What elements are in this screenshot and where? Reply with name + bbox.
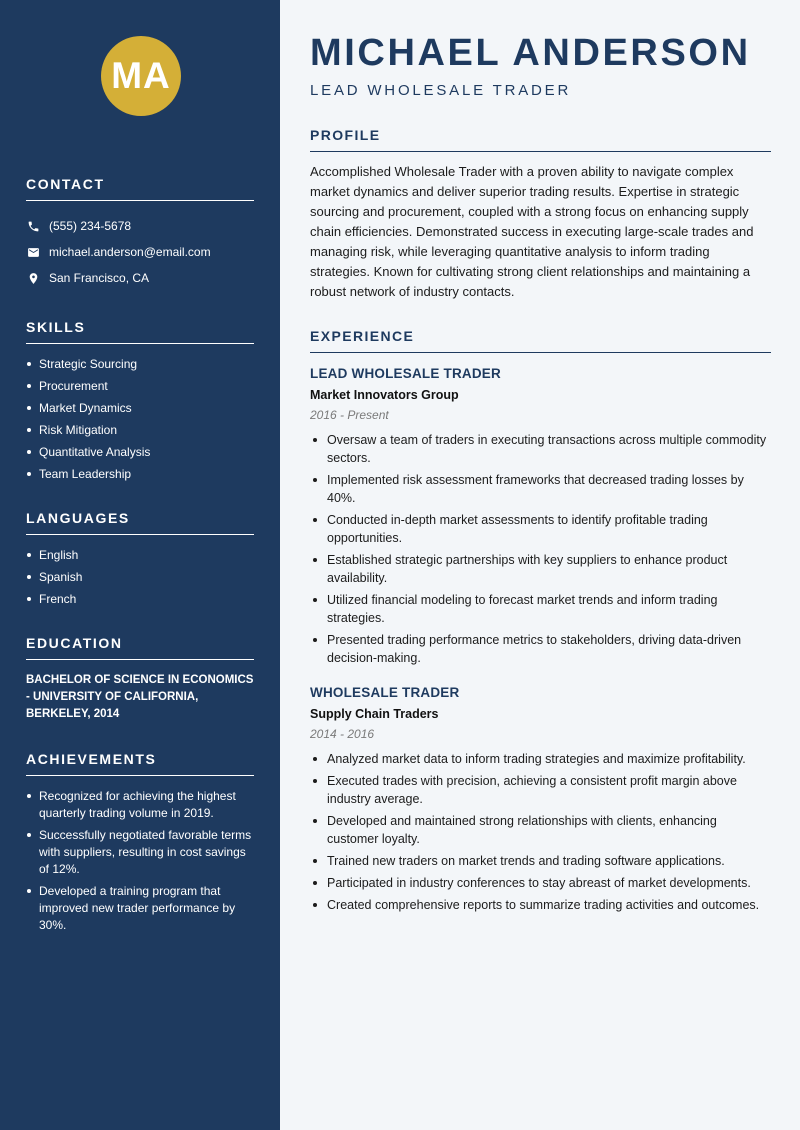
job-bullet: Presented trading performance metrics to stakeholders, driving data-driven decision-making. [310, 631, 771, 667]
job-bullet: Implemented risk assessment frameworks that decreased trading losses by 40%. [310, 471, 771, 507]
contact-location [26, 265, 254, 291]
job-bullet: Developed and maintained strong relationships with clients, enhancing customer loyalty. [310, 812, 771, 848]
contact-email [26, 239, 254, 265]
candidate-name: MICHAEL ANDERSON [310, 32, 751, 74]
phone-text: (555) 234-5678 [49, 219, 132, 233]
achievement-item: Successfully negotiated favorable terms with suppliers, resulting in cost savings of 12%. [26, 827, 254, 878]
job-bullet: Established strategic partnerships with key suppliers to enhance product availability. [310, 551, 771, 587]
skill-item: Quantitative Analysis [26, 444, 254, 460]
job-bullet: Conducted in-depth market assessments to identify profitable trading opportunities. [310, 511, 771, 547]
achievement-item: Developed a training program that improved new trader performance by 30%. [26, 883, 254, 934]
profile-heading: PROFILE [310, 127, 771, 152]
job-bullet: Analyzed market data to inform trading strategies and maximize profitability. [310, 750, 771, 768]
sidebar [0, 0, 280, 1130]
email-icon [26, 245, 40, 259]
contact-phone [26, 213, 254, 239]
language-item: English [26, 547, 254, 563]
job-entry [310, 685, 771, 914]
location-pin-icon [26, 271, 40, 285]
skill-item: Procurement [26, 378, 254, 394]
languages-heading: LANGUAGES [26, 510, 254, 535]
skills-section [26, 319, 254, 482]
profile-text: Accomplished Wholesale Trader with a proven ability to navigate complex market dynamics and deliver superior trading results. Expertise in strategic sourcing and procurement, coupled with a strong focus on enhancing supply chain efficiencies. Demonstrated success in executing large-scale trades and managing risk, while leveraging quantitative analysis to inform trading strategies. Known for cultivating strong client relationships and maintaining a robust network of industry contacts. [310, 164, 754, 299]
experience-heading: EXPERIENCE [310, 328, 771, 353]
email-text: michael.anderson@email.com [49, 245, 211, 259]
job-company: Market Innovators Group [310, 388, 459, 402]
avatar: MA [101, 36, 181, 116]
job-bullet: Oversaw a team of traders in executing transactions across multiple commodity sectors. [310, 431, 771, 467]
job-entry [310, 366, 771, 667]
skill-item: Market Dynamics [26, 400, 254, 416]
main-content [280, 0, 800, 1130]
job-bullet: Trained new traders on market trends and trading software applications. [310, 852, 771, 870]
education-degree: BACHELOR OF SCIENCE IN ECONOMICS - UNIVERSITY OF CALIFORNIA, BERKELEY, 2014 [26, 674, 254, 720]
language-item: French [26, 591, 254, 607]
achievements-list [26, 788, 254, 934]
job-dates: 2014 - 2016 [310, 727, 375, 741]
language-item: Spanish [26, 569, 254, 585]
languages-section [26, 510, 254, 607]
job-company: Supply Chain Traders [310, 707, 439, 721]
job-bullet: Utilized financial modeling to forecast market trends and inform trading strategies. [310, 591, 771, 627]
candidate-title: LEAD WHOLESALE TRADER [310, 82, 572, 99]
skill-item: Team Leadership [26, 466, 254, 482]
job-bullet: Executed trades with precision, achieving a consistent profit margin above industry average. [310, 772, 771, 808]
job-bullet: Participated in industry conferences to stay abreast of market developments. [310, 874, 771, 892]
experience-section [310, 328, 771, 914]
contact-heading: CONTACT [26, 176, 254, 201]
achievement-item: Recognized for achieving the highest quarterly trading volume in 2019. [26, 788, 254, 822]
education-heading: EDUCATION [26, 635, 254, 660]
job-title: LEAD WHOLESALE TRADER [310, 366, 501, 381]
job-title: WHOLESALE TRADER [310, 685, 460, 700]
skills-list [26, 356, 254, 482]
achievements-heading: ACHIEVEMENTS [26, 751, 254, 776]
phone-icon [26, 219, 40, 233]
skill-item: Strategic Sourcing [26, 356, 254, 372]
job-dates: 2016 - Present [310, 408, 389, 422]
contact-section [26, 176, 254, 291]
job-bullets [310, 431, 771, 667]
skill-item: Risk Mitigation [26, 422, 254, 438]
location-text: San Francisco, CA [49, 271, 150, 285]
job-bullets [310, 750, 771, 914]
job-bullet: Created comprehensive reports to summarize trading activities and outcomes. [310, 896, 771, 914]
achievements-section [26, 751, 254, 934]
skills-heading: SKILLS [26, 319, 254, 344]
languages-list [26, 547, 254, 607]
education-section [26, 635, 254, 723]
profile-section [310, 127, 771, 302]
